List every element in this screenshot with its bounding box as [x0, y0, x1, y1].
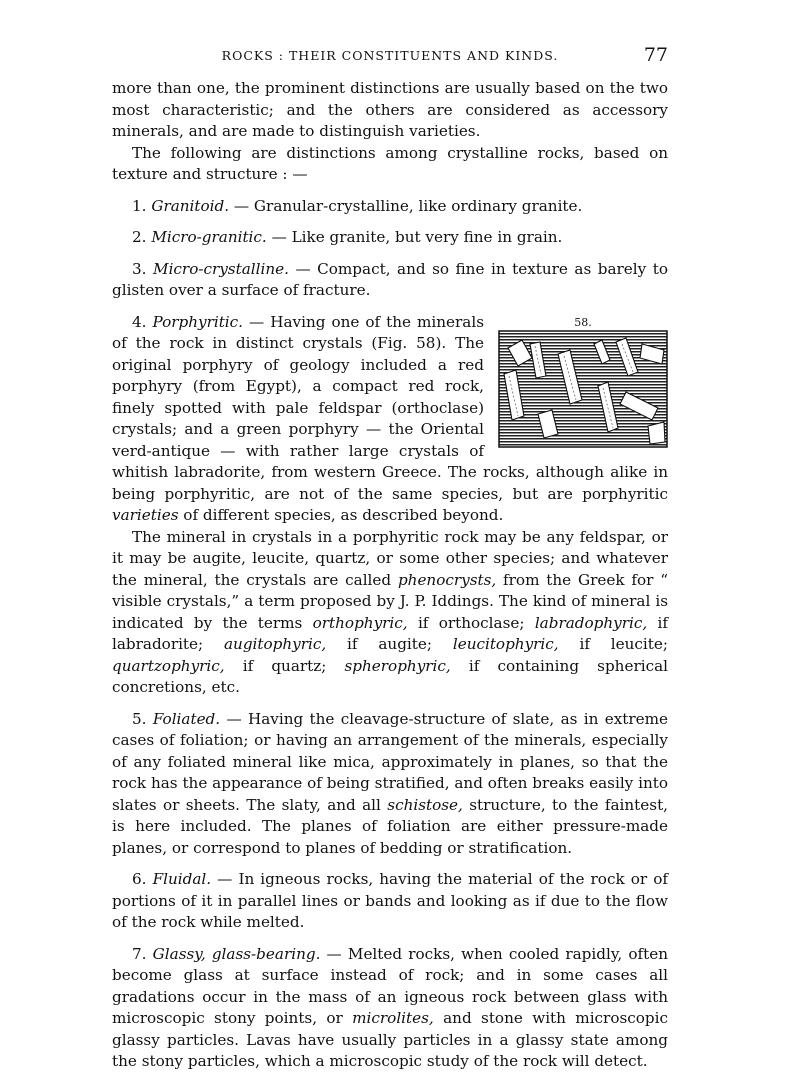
item-text: structure, to the faintest, is here included. The planes of foliation are either pressure-made planes, or correspond to planes of bedding or stratification.: [112, 795, 668, 857]
term-phenocrysts: phenocrysts,: [397, 570, 497, 589]
figure-58: [498, 316, 668, 448]
item-text: — Having the cleavage-structure of slate, as in extreme cases of foliation; or having an arrangement of the minerals, especially of any foliated mineral like mica, approximately in planes, so that the rock has the appearance of being stratified, and often breaks easily into slates or sheets. The slaty, and all: [112, 709, 669, 814]
text-run: if containing spherical concretions, etc.: [112, 656, 668, 696]
item-term: Micro-crystalline.: [153, 259, 289, 278]
page-header: [112, 44, 668, 68]
text-run: if augite;: [326, 635, 453, 653]
term-augitophyric: augitophyric,: [224, 635, 327, 653]
item-number: 7.: [132, 944, 147, 963]
text-run: if leucite;: [558, 635, 668, 653]
paragraph-continuation: more than one, the prominent distinctions are usually based on the two most characteristic; and the others are considered as accessory minerals, and are made to distinguish varieties.: [112, 79, 668, 140]
item-foliated: [112, 709, 668, 860]
page-body: [112, 78, 668, 1073]
term-microlites: microlites,: [352, 1009, 434, 1027]
page-number: 77: [643, 44, 668, 66]
text-run: from the Greek for “ visible crystals,” a term proposed by J. P. Iddings. The kind of mineral is indicated by the terms: [112, 570, 668, 632]
paragraph-intro: The following are distinctions among crystalline rocks, based on texture and structure : —: [112, 143, 668, 183]
text-run: if orthoclase;: [407, 613, 535, 632]
item-number: 3.: [132, 259, 147, 278]
item-term: Micro-granitic.: [151, 228, 267, 246]
item-text: — Like granite, but very fine in grain.: [266, 228, 563, 246]
item-text: — Granular-crystalline, like ordinary granite.: [229, 196, 583, 215]
item-micro-granitic: [112, 227, 668, 249]
item-text: of different species, as described beyond.: [178, 506, 504, 524]
item-text: — Compact, and so fine in texture as barely to glisten over a surface of fracture.: [112, 259, 668, 299]
figure-label: 58.: [574, 315, 592, 329]
item-number: 6.: [132, 870, 147, 888]
item-text: — Having one of the minerals of the rock in distinct crystals (Fig. 58). The original porphyry of geology included a red porphyry (from Egypt), a compact red rock, finely spotted with pale feldspar (orthoclase) crystals; and a green porphyry — the Oriental verd-antique — with rather large crystals of whitish labradorite, from western Greece. The rocks, although alike in being porphyritic, are not of the same species, but are porphyritic: [112, 312, 668, 503]
item-text: — Melted rocks, when cooled rapidly, often become glass at surface instead of rock; and in some cases all gradations occur in the mass of an igneous rock between glass with microscopic stony points, or: [112, 944, 669, 1027]
porphyry-crystals-illustration: [498, 330, 668, 448]
paragraph-phenocrysts: [112, 527, 668, 699]
term-quartzophyric: quartzophyric,: [112, 656, 225, 675]
porphyritic-section: [112, 312, 668, 699]
term-labradophyric: labradophyric,: [534, 613, 648, 632]
term-spherophyric: spherophyric,: [344, 656, 451, 675]
item-number: 1.: [132, 196, 147, 215]
running-title: ROCKS : THEIR CONSTITUENTS AND KINDS.: [221, 48, 559, 63]
item-text: and stone with microscopic glassy particles. Lavas have usually particles in a glassy state among the stony particles, which a microscopic study of the rock will detect.: [112, 1009, 668, 1070]
item-term: Porphyritic.: [152, 312, 244, 331]
item-term: Foliated.: [152, 709, 221, 728]
emphasis-varieties: varieties: [112, 506, 179, 524]
item-term: Granitoid.: [151, 196, 230, 215]
crystal-shape: [648, 422, 665, 444]
item-text: — In igneous rocks, having the material of the rock or of portions of it in parallel lines or bands and looking as if due to the flow of the rock while melted.: [112, 870, 668, 931]
term-orthophyric: orthophyric,: [312, 613, 408, 632]
item-term: Fluidal.: [152, 870, 212, 888]
item-fluidal: [112, 869, 668, 934]
item-granitoid: [112, 196, 668, 218]
item-glassy: [112, 944, 668, 1073]
item-number: 5.: [132, 709, 147, 728]
item-micro-crystalline: [112, 259, 668, 302]
text-run: if quartz;: [224, 656, 345, 675]
item-term: Glassy, glass-bearing.: [152, 944, 321, 963]
term-schistose: schistose,: [387, 795, 463, 814]
text-run: if labradorite;: [112, 613, 668, 653]
term-leucitophyric: leucitophyric,: [452, 635, 559, 653]
text-run: The mineral in crystals in a porphyritic rock may be any feldspar, or it may be augite, leucite, quartz, or some other species; and whatever the mineral, the crystals are called: [112, 527, 668, 589]
item-number: 4.: [132, 312, 147, 331]
item-number: 2.: [132, 228, 147, 246]
